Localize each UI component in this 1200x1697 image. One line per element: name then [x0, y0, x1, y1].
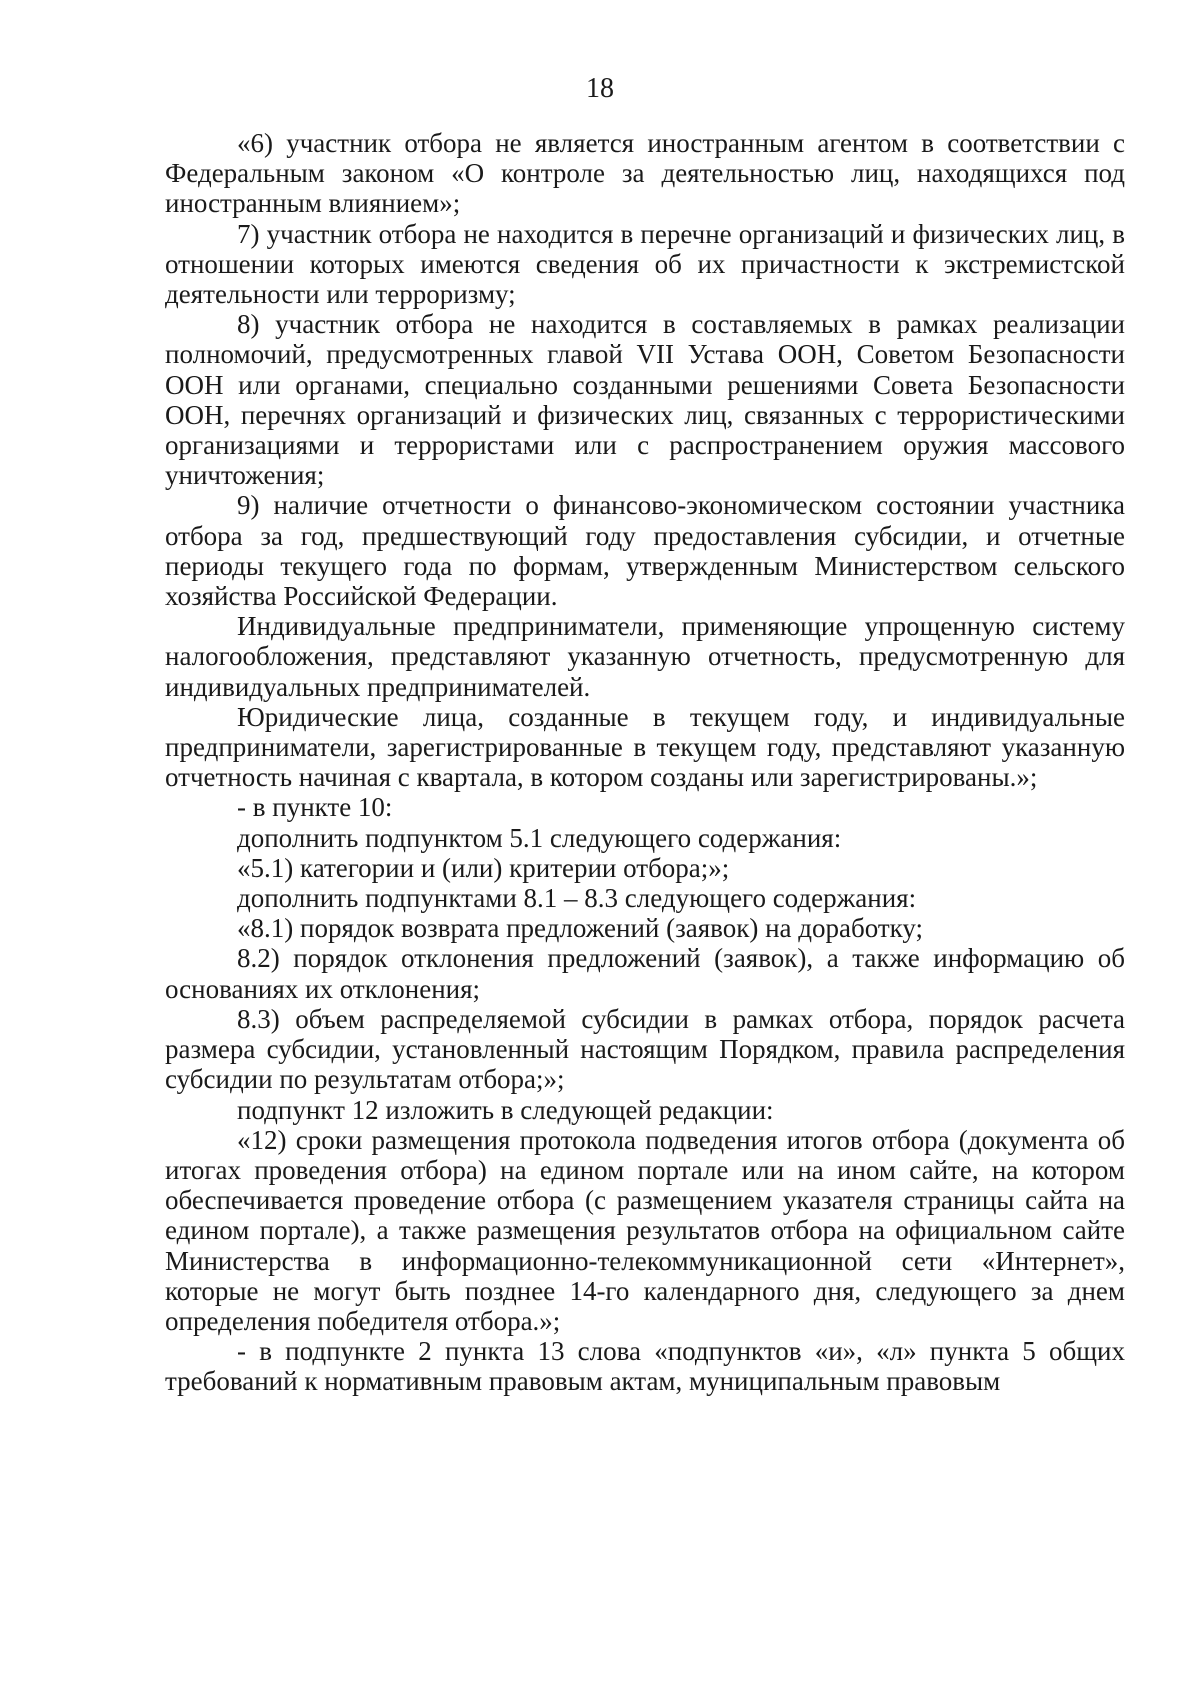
paragraph-individual-entrepreneurs: Индивидуальные предприниматели, применяющие упрощенную систему налогообложения, представляют указанную отчетность, предусмотренную для индивидуальных предпринимателей.	[165, 611, 1125, 702]
document-body	[165, 128, 1125, 1397]
paragraph-point-10: - в пункте 10:	[237, 792, 393, 823]
paragraph-item-9: 9) наличие отчетности о финансово-экономическом состоянии участника отбора за год, предшествующий году предоставления субсидии, и отчетные периоды текущего года по формам, утвержденным Министерством сельского хозяйства Российской Федерации.	[165, 490, 1125, 612]
paragraph-8-2: 8.2) порядок отклонения предложений (заявок), а также информацию об основаниях их отклонения;	[165, 943, 1125, 1004]
paragraph-item-7: 7) участник отбора не находится в перечне организаций и физических лиц, в отношении которых имеются сведения об их причастности к экстремистской деятельности или терроризму;	[165, 218, 1125, 310]
paragraph-8-3: 8.3) объем распределяемой субсидии в рамках отбора, порядок расчета размера субсидии, установленный настоящим Порядком, правила распределения субсидии по результатам отбора;»;	[165, 1003, 1125, 1095]
paragraph-item-8: 8) участник отбора не находится в составляемых в рамках реализации полномочий, предусмотренных главой VII Устава ООН, Советом Безопасности ООН или органами, специально созданными решениями Совета Безопасности ООН, перечнях организаций и физических лиц, связанных с террористическими организациями и террористами или с распространением оружия массового уничтожения;	[165, 309, 1125, 491]
page-number: 18	[586, 73, 614, 104]
paragraph-5-1: «5.1) категории и (или) критерии отбора;»;	[237, 852, 730, 883]
paragraph-12: «12) сроки размещения протокола подведения итогов отбора (документа об итогах проведения отбора) на едином портале или на ином сайте, на котором обеспечивается проведение отбора (с размещением указателя страницы сайта на едином портале), а также размещения результатов отбора на официальном сайте Министерства в информационно-телекоммуникационной сети «Интернет», которые не могут быть позднее 14-го календарного дня, следующего за днем определения победителя отбора.»;	[165, 1124, 1125, 1336]
paragraph-add-8-1-8-3: дополнить подпунктами 8.1 – 8.3 следующего содержания:	[237, 883, 917, 914]
paragraph-legal-entities: Юридические лица, созданные в текущем году, и индивидуальные предприниматели, зарегистрированные в текущем году, представляют указанную отчетность начиная с квартала, в котором созданы или зарегистрированы.»;	[165, 701, 1125, 793]
paragraph-subpoint-12-intro: подпункт 12 изложить в следующей редакции:	[237, 1094, 774, 1125]
paragraph-add-5-1: дополнить подпунктом 5.1 следующего содержания:	[237, 822, 842, 853]
paragraph-8-1: «8.1) порядок возврата предложений (заявок) на доработку;	[237, 913, 924, 944]
paragraph-item-6: «6) участник отбора не является иностранным агентом в соответствии с Федеральным законом «О контроле за деятельностью лиц, находящихся под иностранным влиянием»;	[165, 128, 1125, 219]
paragraph-point-13: - в подпункте 2 пункта 13 слова «подпунктов «и», «л» пункта 5 общих требований к нормативным правовым актам, муниципальным правовым	[165, 1336, 1125, 1397]
